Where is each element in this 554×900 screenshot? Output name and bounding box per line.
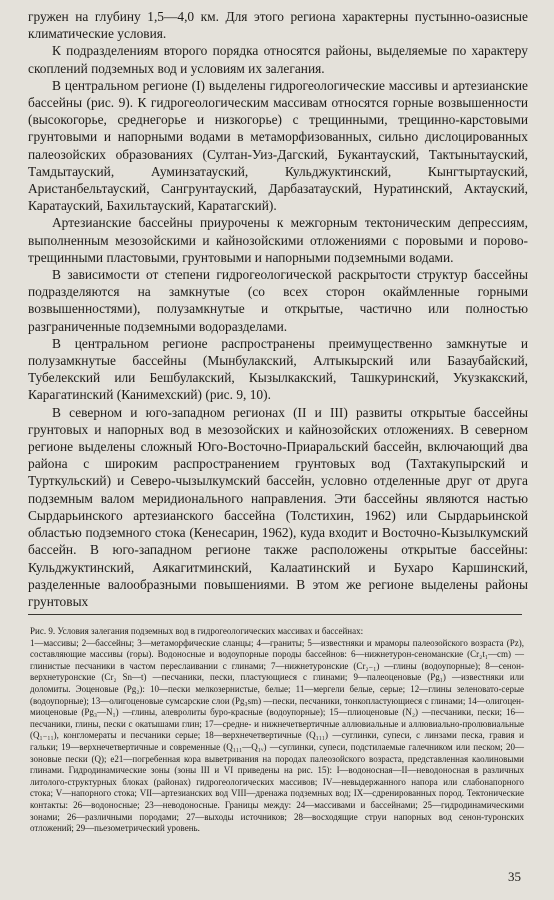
caption-text: 1—массивы; 2—бассейны; 3—метаморфические сланцы; 4—граниты; 5—известняки и мраморы палеозойского возраста (Pz), составляющие массивы (горы). Водоносные и водоупорные породы бассейнов: 6—нижнетурон-сеноманские (Cr₂t₁—cm) —глинистые песчаники в частом переслаивании с глинами; 7—нижнетуронские (Cr₂₋₁) —глины (водоупорные); 8—сенон-верхнетуронские (Cr₂ Sn—t) —песчаники, пески, пластующиеся с глинами; 9—палеоценовые (Pg₁) —известняки или доломиты. Эоценовые (Pg₂): 10—пески мелкозернистые, белые; 11—мергели белые, серые; 12—глины зеленовато-серые (водоупорные); 13—олигоценовые сумсарские слои (Pg₃sm) —пески, песчаники, тонкопластующиеся с глинами; 14—олигоцен-миоценовые (Pg₃—N₁) —глины, алевролиты буро-красные (водоупорные); 15—плиоценовые (N₂) —песчаники, пески; 16—песчаники, глины, пески с окатышами глин; 17—средне- и нижнечетвертичные аллювиальные и аллювиально-пролювиальные (Q₁₋₁₁), конгломераты и песчаники серые; 18—верхнечетвертичные (Q₁₁₁) —суглинки, супеси, с линзами песка, гравия и гальки; 19—верхнечетвертичные и современные (Q₁₁₁—Q₁ᵥ) —суглинки, супеси, подстилаемые галечником или песком; 20—зоновые пески (Q); e21—погребенная кора выветривания на породах палеозойского возраста, представленная каолиновыми глинами. Гидродинамические зоны (зоны III и VI приведены на рис. 15): I—водоносная—II—неводоносная в различных литолого-структурных блоках (районах) гидрогеологических массивов; IV—невыдержанного напора или слабонапорного стока; V—напорного стока; VII—артезианских вод VIII—дренажа подземных вод; IX—сдренированных пород. Тектонические контакты: 26—водоносные; 23—неводоносные. Границы между: 24—массивами и бассейнами; 25—гидродинамическими зонами; 26—различными породами; 27—выходы источников; 28—восходящие струи напорных вод сенон-туронских отложений; 29—пьезометрический уровень. <box>30 637 524 834</box>
paragraph: В северном и юго-западном регионах (II и III) развиты открытые бассейны грунтовых и напорных вод в мезозойских и кайнозойских отложениях. В северном регионе выделены сложный Юго-Восточно-Приаральский бассейн, включающий два района с широким распространением грунтовых вод (Тахтакупырский и Турткульский) и Северо-чызылкумский бассейн, условно отделенные друг от друга подземным валом меридионального направления. Эти бассейны являются настью Сырдарьинского артезианского бассейна (Толстихин, 1962) или Сырдарьинской областью подземного стока (Кенесарин, 1962), куда входит и Восточно-Кызылкумский бассейн. В юго-западном регионе также расположены открытые бассейны: Кульджуктинский, Аякагитминский, Калаатинский и Бухаро Каршинский, разделенные валообразными повышениями. В этом же регионе выделены районы грунтовых <box>28 404 528 609</box>
paragraph: К подразделениям второго порядка относятся районы, выделяемые по характеру скоплений подземных вод и условиям их залегания. <box>28 43 528 76</box>
figure-caption <box>30 626 524 835</box>
caption-divider <box>28 614 522 615</box>
paragraph: гружен на глубину 1,5—4,0 км. Для этого региона характерны пустынно-оазисные климатические условия. <box>28 9 528 42</box>
paragraph: Артезианские бассейны приурочены к межгорным тектоническим депрессиям, выполненным мезозойскими и кайнозойскими отложениями с поровыми и порово-трещинными пластовыми, грунтовыми и напорными подземными водами. <box>28 215 528 265</box>
paragraph: В центральном регионе распространены преимущественно замкнутые и полузамкнутые бассейны (Мынбулакский, Алтыкырский или Базаубайский, Тубелекский или Бешбулакский, Кызылкакский, Ташкуринский, Укузкакский, Карагатинский (Канимехский) (рис. 9, 10). <box>28 335 528 403</box>
page-number: 35 <box>508 869 521 884</box>
caption-heading: Рис. 9. Условия залегания подземных вод в гидрогеологических массивах и бассейнах: <box>30 626 364 636</box>
paragraph: В зависимости от степени гидрогеологической раскрытости структур бассейны подразделяются на замкнутые (со всех сторон окаймленные горными возвышенностями), полузамкнутые и открытые, частично или полностью разграниченные подземными водоразделами. <box>28 267 528 334</box>
body-text <box>28 8 528 610</box>
paragraph: В центральном регионе (I) выделены гидрогеологические массивы и артезианские бассейны (рис. 9). К гидрогеологическим массивам относятся горные возвышенности (высокогорье, среднегорье и низкогорье) с трещинными, трещинно-карстовыми грунтовыми и напорными водами в метаморфизованных, сильно дислоцированных палеозойских образованиях (Султан-Уиз-Дагский, Букантауский, Тактынытауский, Тамдытауский, Ауминзатауский, Кульджуктинский, Кынгтыртауский, Аристанбельтауский, Сангрунтауский, Дарбазатауский, Нуратинский, Актауский, Каратауский, Бахильтауский, Каратагский). <box>28 77 528 214</box>
